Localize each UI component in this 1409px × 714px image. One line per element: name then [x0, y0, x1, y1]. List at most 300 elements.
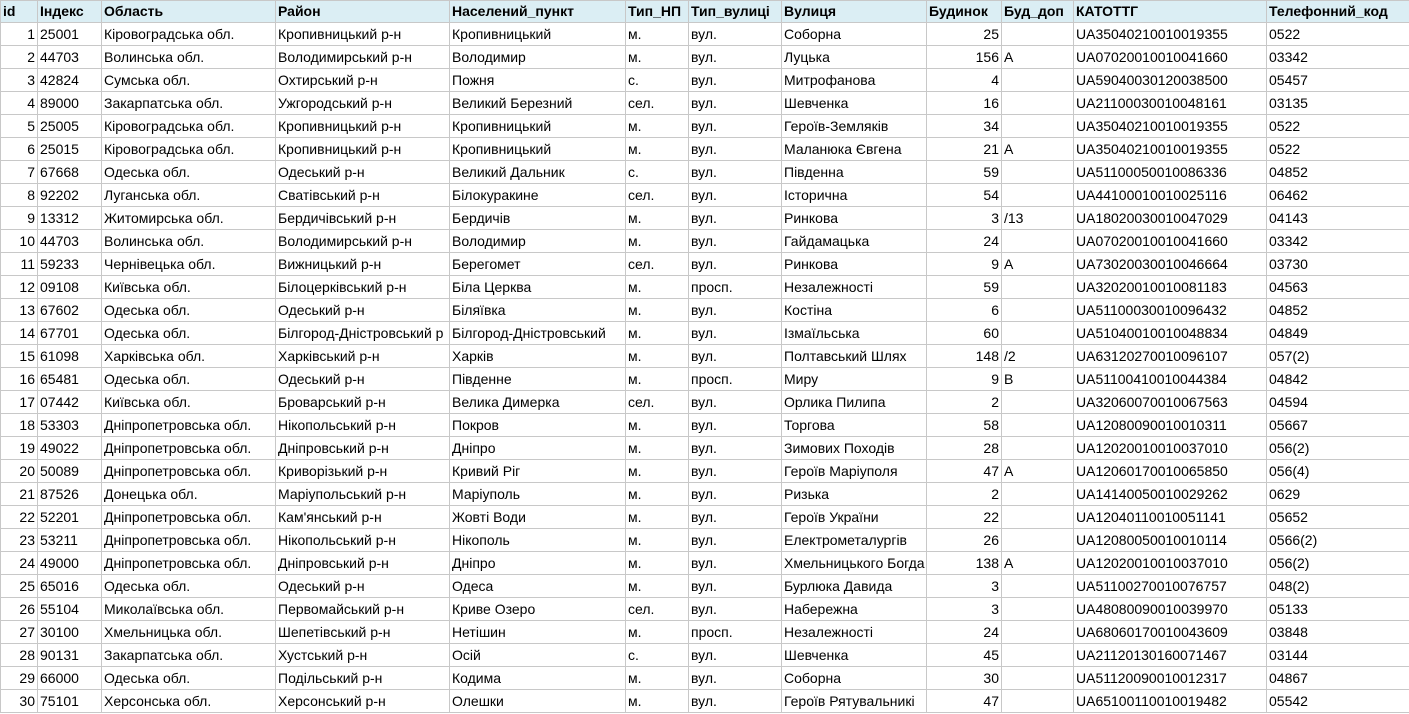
cell-katottg[interactable]: UA35040210010019355 — [1074, 23, 1267, 46]
cell-street-type[interactable]: вул. — [689, 69, 782, 92]
cell-settlement[interactable]: Бердичів — [450, 207, 626, 230]
cell-index[interactable]: 87526 — [38, 483, 102, 506]
cell-house[interactable]: 2 — [927, 483, 1002, 506]
cell-settlement-type[interactable]: м. — [626, 23, 689, 46]
cell-street-type[interactable]: вул. — [689, 322, 782, 345]
column-header-street[interactable]: Вулиця — [782, 1, 927, 23]
cell-house-extra[interactable] — [1002, 92, 1074, 115]
cell-settlement-type[interactable]: м. — [626, 276, 689, 299]
cell-oblast[interactable]: Хмельницька обл. — [102, 621, 276, 644]
cell-house-extra[interactable] — [1002, 23, 1074, 46]
cell-phone-code[interactable]: 03342 — [1267, 46, 1409, 69]
cell-street[interactable]: Незалежності — [782, 276, 927, 299]
cell-settlement-type[interactable]: м. — [626, 506, 689, 529]
cell-katottg[interactable]: UA12020010010037010 — [1074, 552, 1267, 575]
cell-oblast[interactable]: Житомирська обл. — [102, 207, 276, 230]
cell-id[interactable]: 7 — [1, 161, 38, 184]
cell-katottg[interactable]: UA63120270010096107 — [1074, 345, 1267, 368]
cell-katottg[interactable]: UA12080050010010114 — [1074, 529, 1267, 552]
cell-oblast[interactable]: Херсонська обл. — [102, 690, 276, 713]
cell-katottg[interactable]: UA18020030010047029 — [1074, 207, 1267, 230]
cell-house[interactable]: 25 — [927, 23, 1002, 46]
cell-index[interactable]: 55104 — [38, 598, 102, 621]
cell-street-type[interactable]: вул. — [689, 529, 782, 552]
cell-index[interactable]: 66000 — [38, 667, 102, 690]
cell-house-extra[interactable]: А — [1002, 460, 1074, 483]
cell-house[interactable]: 22 — [927, 506, 1002, 529]
cell-settlement-type[interactable]: м. — [626, 460, 689, 483]
cell-street-type[interactable]: вул. — [689, 46, 782, 69]
cell-phone-code[interactable]: 048(2) — [1267, 575, 1409, 598]
cell-id[interactable]: 3 — [1, 69, 38, 92]
cell-raion[interactable]: Одеський р-н — [276, 575, 450, 598]
cell-street[interactable]: Гайдамацька — [782, 230, 927, 253]
cell-raion[interactable]: Кропивницький р-н — [276, 23, 450, 46]
cell-katottg[interactable]: UA51100030010096432 — [1074, 299, 1267, 322]
cell-settlement[interactable]: Дніпро — [450, 552, 626, 575]
cell-house[interactable]: 21 — [927, 138, 1002, 161]
cell-index[interactable]: 52201 — [38, 506, 102, 529]
cell-house-extra[interactable]: А — [1002, 552, 1074, 575]
cell-settlement-type[interactable]: с. — [626, 161, 689, 184]
cell-street-type[interactable]: вул. — [689, 460, 782, 483]
cell-phone-code[interactable]: 04852 — [1267, 299, 1409, 322]
cell-katottg[interactable]: UA07020010010041660 — [1074, 46, 1267, 69]
cell-house-extra[interactable] — [1002, 644, 1074, 667]
cell-raion[interactable]: Володимирський р-н — [276, 230, 450, 253]
cell-oblast[interactable]: Одеська обл. — [102, 368, 276, 391]
cell-settlement-type[interactable]: с. — [626, 644, 689, 667]
cell-street-type[interactable]: вул. — [689, 667, 782, 690]
cell-katottg[interactable]: UA32060070010067563 — [1074, 391, 1267, 414]
cell-street[interactable]: Костіна — [782, 299, 927, 322]
cell-oblast[interactable]: Одеська обл. — [102, 322, 276, 345]
cell-street-type[interactable]: вул. — [689, 299, 782, 322]
cell-house-extra[interactable] — [1002, 529, 1074, 552]
cell-house[interactable]: 26 — [927, 529, 1002, 552]
cell-settlement-type[interactable]: сел. — [626, 253, 689, 276]
cell-raion[interactable]: Броварський р-н — [276, 391, 450, 414]
cell-raion[interactable]: Шепетівський р-н — [276, 621, 450, 644]
cell-oblast[interactable]: Одеська обл. — [102, 667, 276, 690]
cell-id[interactable]: 12 — [1, 276, 38, 299]
cell-settlement-type[interactable]: сел. — [626, 92, 689, 115]
cell-katottg[interactable]: UA12040110010051141 — [1074, 506, 1267, 529]
cell-street-type[interactable]: вул. — [689, 23, 782, 46]
cell-house[interactable]: 34 — [927, 115, 1002, 138]
cell-id[interactable]: 28 — [1, 644, 38, 667]
cell-raion[interactable]: Вижницький р-н — [276, 253, 450, 276]
cell-oblast[interactable]: Донецька обл. — [102, 483, 276, 506]
cell-index[interactable]: 25015 — [38, 138, 102, 161]
cell-street-type[interactable]: вул. — [689, 414, 782, 437]
table-row[interactable] — [1, 138, 1409, 161]
cell-house-extra[interactable]: А — [1002, 46, 1074, 69]
cell-id[interactable]: 4 — [1, 92, 38, 115]
cell-index[interactable]: 50089 — [38, 460, 102, 483]
cell-settlement[interactable]: Кропивницький — [450, 138, 626, 161]
cell-katottg[interactable]: UA35040210010019355 — [1074, 138, 1267, 161]
cell-street-type[interactable]: вул. — [689, 138, 782, 161]
column-header-raion[interactable]: Район — [276, 1, 450, 23]
cell-house[interactable]: 6 — [927, 299, 1002, 322]
cell-oblast[interactable]: Харківська обл. — [102, 345, 276, 368]
cell-street[interactable]: Ринкова — [782, 207, 927, 230]
cell-street-type[interactable]: вул. — [689, 690, 782, 713]
cell-street[interactable]: Митрофанова — [782, 69, 927, 92]
table-row[interactable] — [1, 299, 1409, 322]
cell-id[interactable]: 10 — [1, 230, 38, 253]
cell-street-type[interactable]: просп. — [689, 621, 782, 644]
table-row[interactable] — [1, 184, 1409, 207]
cell-street[interactable]: Соборна — [782, 667, 927, 690]
cell-settlement-type[interactable]: м. — [626, 368, 689, 391]
cell-street[interactable]: Орлика Пилипа — [782, 391, 927, 414]
cell-phone-code[interactable]: 03144 — [1267, 644, 1409, 667]
cell-street[interactable]: Луцька — [782, 46, 927, 69]
cell-settlement-type[interactable]: м. — [626, 414, 689, 437]
cell-raion[interactable]: Криворізький р-н — [276, 460, 450, 483]
cell-raion[interactable]: Нікопольський р-н — [276, 529, 450, 552]
cell-oblast[interactable]: Кіровоградська обл. — [102, 115, 276, 138]
cell-street-type[interactable]: вул. — [689, 437, 782, 460]
table-row[interactable] — [1, 598, 1409, 621]
cell-settlement-type[interactable]: сел. — [626, 184, 689, 207]
cell-house[interactable]: 45 — [927, 644, 1002, 667]
cell-settlement[interactable]: Жовті Води — [450, 506, 626, 529]
cell-katottg[interactable]: UA14140050010029262 — [1074, 483, 1267, 506]
table-row[interactable] — [1, 207, 1409, 230]
cell-phone-code[interactable]: 04852 — [1267, 161, 1409, 184]
cell-street-type[interactable]: вул. — [689, 598, 782, 621]
cell-street-type[interactable]: вул. — [689, 161, 782, 184]
cell-index[interactable]: 92202 — [38, 184, 102, 207]
table-row[interactable] — [1, 23, 1409, 46]
cell-phone-code[interactable]: 0566(2) — [1267, 529, 1409, 552]
cell-street[interactable]: Миру — [782, 368, 927, 391]
cell-street[interactable]: Героїв-Земляків — [782, 115, 927, 138]
cell-raion[interactable]: Білоцерківський р-н — [276, 276, 450, 299]
cell-index[interactable]: 44703 — [38, 46, 102, 69]
cell-raion[interactable]: Дніпровський р-н — [276, 552, 450, 575]
cell-settlement[interactable]: Берегомет — [450, 253, 626, 276]
cell-raion[interactable]: Охтирський р-н — [276, 69, 450, 92]
cell-house[interactable]: 148 — [927, 345, 1002, 368]
cell-oblast[interactable]: Одеська обл. — [102, 161, 276, 184]
cell-katottg[interactable]: UA35040210010019355 — [1074, 115, 1267, 138]
table-row[interactable] — [1, 667, 1409, 690]
cell-house[interactable]: 2 — [927, 391, 1002, 414]
column-header-settlement[interactable]: Населений_пункт — [450, 1, 626, 23]
cell-id[interactable]: 17 — [1, 391, 38, 414]
cell-house[interactable]: 24 — [927, 621, 1002, 644]
cell-house-extra[interactable]: В — [1002, 368, 1074, 391]
cell-katottg[interactable]: UA51120090010012317 — [1074, 667, 1267, 690]
cell-index[interactable]: 53303 — [38, 414, 102, 437]
cell-house-extra[interactable]: А — [1002, 138, 1074, 161]
cell-house[interactable]: 3 — [927, 207, 1002, 230]
cell-house-extra[interactable] — [1002, 414, 1074, 437]
cell-settlement-type[interactable]: м. — [626, 575, 689, 598]
cell-house-extra[interactable] — [1002, 575, 1074, 598]
cell-settlement[interactable]: Криве Озеро — [450, 598, 626, 621]
table-row[interactable] — [1, 92, 1409, 115]
cell-id[interactable]: 8 — [1, 184, 38, 207]
cell-street-type[interactable]: вул. — [689, 184, 782, 207]
cell-id[interactable]: 15 — [1, 345, 38, 368]
cell-phone-code[interactable]: 0522 — [1267, 138, 1409, 161]
cell-phone-code[interactable]: 04842 — [1267, 368, 1409, 391]
table-row[interactable] — [1, 552, 1409, 575]
cell-oblast[interactable]: Дніпропетровська обл. — [102, 414, 276, 437]
cell-street[interactable]: Набережна — [782, 598, 927, 621]
cell-street-type[interactable]: просп. — [689, 276, 782, 299]
cell-katottg[interactable]: UA12080090010010311 — [1074, 414, 1267, 437]
cell-street[interactable]: Незалежності — [782, 621, 927, 644]
cell-phone-code[interactable]: 05652 — [1267, 506, 1409, 529]
cell-id[interactable]: 5 — [1, 115, 38, 138]
cell-id[interactable]: 30 — [1, 690, 38, 713]
cell-settlement-type[interactable]: с. — [626, 69, 689, 92]
column-header-house-extra[interactable]: Буд_доп — [1002, 1, 1074, 23]
cell-raion[interactable]: Білгород-Дністровський р — [276, 322, 450, 345]
cell-settlement[interactable]: Маріуполь — [450, 483, 626, 506]
cell-index[interactable]: 65016 — [38, 575, 102, 598]
cell-katottg[interactable]: UA44100010010025116 — [1074, 184, 1267, 207]
cell-raion[interactable]: Маріупольський р-н — [276, 483, 450, 506]
cell-phone-code[interactable]: 04594 — [1267, 391, 1409, 414]
cell-house[interactable]: 47 — [927, 460, 1002, 483]
cell-raion[interactable]: Кропивницький р-н — [276, 138, 450, 161]
cell-id[interactable]: 11 — [1, 253, 38, 276]
cell-house[interactable]: 47 — [927, 690, 1002, 713]
cell-street[interactable]: Соборна — [782, 23, 927, 46]
cell-id[interactable]: 13 — [1, 299, 38, 322]
cell-index[interactable]: 49000 — [38, 552, 102, 575]
cell-oblast[interactable]: Чернівецька обл. — [102, 253, 276, 276]
cell-street-type[interactable]: вул. — [689, 92, 782, 115]
cell-raion[interactable]: Одеський р-н — [276, 161, 450, 184]
cell-house-extra[interactable] — [1002, 69, 1074, 92]
table-row[interactable] — [1, 391, 1409, 414]
cell-street-type[interactable]: вул. — [689, 506, 782, 529]
cell-street-type[interactable]: вул. — [689, 391, 782, 414]
cell-katottg[interactable]: UA59040030120038500 — [1074, 69, 1267, 92]
cell-house[interactable]: 28 — [927, 437, 1002, 460]
table-row[interactable] — [1, 529, 1409, 552]
cell-street[interactable]: Героїв Маріуполя — [782, 460, 927, 483]
cell-raion[interactable]: Хустський р-н — [276, 644, 450, 667]
cell-house[interactable]: 3 — [927, 575, 1002, 598]
cell-house-extra[interactable] — [1002, 322, 1074, 345]
cell-settlement-type[interactable]: м. — [626, 345, 689, 368]
cell-settlement-type[interactable]: м. — [626, 115, 689, 138]
cell-house-extra[interactable] — [1002, 230, 1074, 253]
cell-phone-code[interactable]: 04143 — [1267, 207, 1409, 230]
cell-oblast[interactable]: Київська обл. — [102, 391, 276, 414]
cell-id[interactable]: 29 — [1, 667, 38, 690]
cell-raion[interactable]: Харківський р-н — [276, 345, 450, 368]
cell-settlement[interactable]: Харків — [450, 345, 626, 368]
cell-id[interactable]: 18 — [1, 414, 38, 437]
column-header-settlement-type[interactable]: Тип_НП — [626, 1, 689, 23]
cell-phone-code[interactable]: 056(2) — [1267, 437, 1409, 460]
cell-settlement-type[interactable]: м. — [626, 230, 689, 253]
cell-id[interactable]: 2 — [1, 46, 38, 69]
cell-raion[interactable]: Одеський р-н — [276, 368, 450, 391]
cell-katottg[interactable]: UA12060170010065850 — [1074, 460, 1267, 483]
cell-id[interactable]: 19 — [1, 437, 38, 460]
cell-street-type[interactable]: вул. — [689, 575, 782, 598]
cell-phone-code[interactable]: 03730 — [1267, 253, 1409, 276]
column-header-katottg[interactable]: КАТОТТГ — [1074, 1, 1267, 23]
column-header-house[interactable]: Будинок — [927, 1, 1002, 23]
cell-settlement[interactable]: Покров — [450, 414, 626, 437]
cell-house[interactable]: 60 — [927, 322, 1002, 345]
cell-street[interactable]: Електрометалургів — [782, 529, 927, 552]
table-row[interactable] — [1, 230, 1409, 253]
cell-oblast[interactable]: Дніпропетровська обл. — [102, 529, 276, 552]
cell-settlement[interactable]: Осій — [450, 644, 626, 667]
cell-house[interactable]: 58 — [927, 414, 1002, 437]
cell-house-extra[interactable] — [1002, 506, 1074, 529]
cell-id[interactable]: 27 — [1, 621, 38, 644]
table-row[interactable] — [1, 644, 1409, 667]
cell-settlement[interactable]: Володимир — [450, 230, 626, 253]
cell-settlement[interactable]: Володимир — [450, 46, 626, 69]
table-row[interactable] — [1, 276, 1409, 299]
cell-settlement[interactable]: Кривий Ріг — [450, 460, 626, 483]
cell-settlement[interactable]: Білгород-Дністровський — [450, 322, 626, 345]
cell-oblast[interactable]: Луганська обл. — [102, 184, 276, 207]
cell-index[interactable]: 89000 — [38, 92, 102, 115]
cell-raion[interactable]: Сватівський р-н — [276, 184, 450, 207]
cell-index[interactable]: 42824 — [38, 69, 102, 92]
column-header-id[interactable]: id — [1, 1, 38, 23]
cell-street[interactable]: Ринкова — [782, 253, 927, 276]
cell-street-type[interactable]: вул. — [689, 483, 782, 506]
cell-settlement-type[interactable]: м. — [626, 299, 689, 322]
cell-street[interactable]: Бурлюка Давида — [782, 575, 927, 598]
cell-house-extra[interactable]: /2 — [1002, 345, 1074, 368]
cell-house[interactable]: 4 — [927, 69, 1002, 92]
cell-id[interactable]: 1 — [1, 23, 38, 46]
cell-house-extra[interactable] — [1002, 115, 1074, 138]
cell-phone-code[interactable]: 05542 — [1267, 690, 1409, 713]
cell-oblast[interactable]: Київська обл. — [102, 276, 276, 299]
cell-street[interactable]: Історична — [782, 184, 927, 207]
cell-street[interactable]: Маланюка Євгена — [782, 138, 927, 161]
cell-street[interactable]: Ризька — [782, 483, 927, 506]
cell-index[interactable]: 65481 — [38, 368, 102, 391]
cell-oblast[interactable]: Дніпропетровська обл. — [102, 437, 276, 460]
cell-house[interactable]: 9 — [927, 253, 1002, 276]
cell-id[interactable]: 21 — [1, 483, 38, 506]
cell-house-extra[interactable] — [1002, 483, 1074, 506]
cell-street[interactable]: Ізмаїльська — [782, 322, 927, 345]
cell-oblast[interactable]: Кіровоградська обл. — [102, 138, 276, 161]
cell-street-type[interactable]: вул. — [689, 115, 782, 138]
cell-oblast[interactable]: Сумська обл. — [102, 69, 276, 92]
cell-oblast[interactable]: Одеська обл. — [102, 299, 276, 322]
cell-street[interactable]: Героїв України — [782, 506, 927, 529]
cell-katottg[interactable]: UA68060170010043609 — [1074, 621, 1267, 644]
cell-raion[interactable]: Ужгородський р-н — [276, 92, 450, 115]
cell-index[interactable]: 90131 — [38, 644, 102, 667]
cell-index[interactable]: 67602 — [38, 299, 102, 322]
cell-house[interactable]: 59 — [927, 276, 1002, 299]
cell-oblast[interactable]: Дніпропетровська обл. — [102, 552, 276, 575]
cell-oblast[interactable]: Миколаївська обл. — [102, 598, 276, 621]
cell-phone-code[interactable]: 0522 — [1267, 115, 1409, 138]
cell-street[interactable]: Полтавський Шлях — [782, 345, 927, 368]
cell-katottg[interactable]: UA21100030010048161 — [1074, 92, 1267, 115]
cell-index[interactable]: 07442 — [38, 391, 102, 414]
table-row[interactable] — [1, 253, 1409, 276]
cell-house-extra[interactable]: А — [1002, 253, 1074, 276]
cell-street-type[interactable]: вул. — [689, 230, 782, 253]
cell-house-extra[interactable] — [1002, 299, 1074, 322]
cell-raion[interactable]: Дніпровський р-н — [276, 437, 450, 460]
cell-settlement-type[interactable]: м. — [626, 529, 689, 552]
cell-phone-code[interactable]: 04563 — [1267, 276, 1409, 299]
cell-settlement-type[interactable]: м. — [626, 437, 689, 460]
cell-index[interactable]: 13312 — [38, 207, 102, 230]
cell-street[interactable]: Шевченка — [782, 92, 927, 115]
table-row[interactable] — [1, 345, 1409, 368]
cell-phone-code[interactable]: 056(2) — [1267, 552, 1409, 575]
cell-oblast[interactable]: Кіровоградська обл. — [102, 23, 276, 46]
table-row[interactable] — [1, 460, 1409, 483]
cell-house[interactable]: 156 — [927, 46, 1002, 69]
cell-house-extra[interactable] — [1002, 690, 1074, 713]
cell-settlement[interactable]: Кропивницький — [450, 115, 626, 138]
cell-settlement[interactable]: Олешки — [450, 690, 626, 713]
cell-settlement[interactable]: Біляївка — [450, 299, 626, 322]
cell-oblast[interactable]: Закарпатська обл. — [102, 92, 276, 115]
column-header-oblast[interactable]: Область — [102, 1, 276, 23]
cell-settlement-type[interactable]: м. — [626, 621, 689, 644]
cell-id[interactable]: 20 — [1, 460, 38, 483]
cell-katottg[interactable]: UA21120130160071467 — [1074, 644, 1267, 667]
table-row[interactable] — [1, 483, 1409, 506]
cell-raion[interactable]: Бердичівський р-н — [276, 207, 450, 230]
cell-settlement-type[interactable]: м. — [626, 138, 689, 161]
cell-raion[interactable]: Володимирський р-н — [276, 46, 450, 69]
cell-oblast[interactable]: Волинська обл. — [102, 230, 276, 253]
cell-id[interactable]: 22 — [1, 506, 38, 529]
table-row[interactable] — [1, 437, 1409, 460]
cell-index[interactable]: 75101 — [38, 690, 102, 713]
table-row[interactable] — [1, 115, 1409, 138]
column-header-phone-code[interactable]: Телефонний_код — [1267, 1, 1409, 23]
cell-street-type[interactable]: вул. — [689, 253, 782, 276]
cell-street-type[interactable]: просп. — [689, 368, 782, 391]
cell-settlement[interactable]: Дніпро — [450, 437, 626, 460]
cell-house[interactable]: 30 — [927, 667, 1002, 690]
cell-house[interactable]: 16 — [927, 92, 1002, 115]
cell-house[interactable]: 59 — [927, 161, 1002, 184]
cell-settlement[interactable]: Кропивницький — [450, 23, 626, 46]
cell-phone-code[interactable]: 04849 — [1267, 322, 1409, 345]
cell-settlement-type[interactable]: м. — [626, 667, 689, 690]
cell-id[interactable]: 14 — [1, 322, 38, 345]
cell-phone-code[interactable]: 056(4) — [1267, 460, 1409, 483]
table-row[interactable] — [1, 161, 1409, 184]
cell-settlement[interactable]: Нікополь — [450, 529, 626, 552]
table-row[interactable] — [1, 414, 1409, 437]
cell-street-type[interactable]: вул. — [689, 552, 782, 575]
